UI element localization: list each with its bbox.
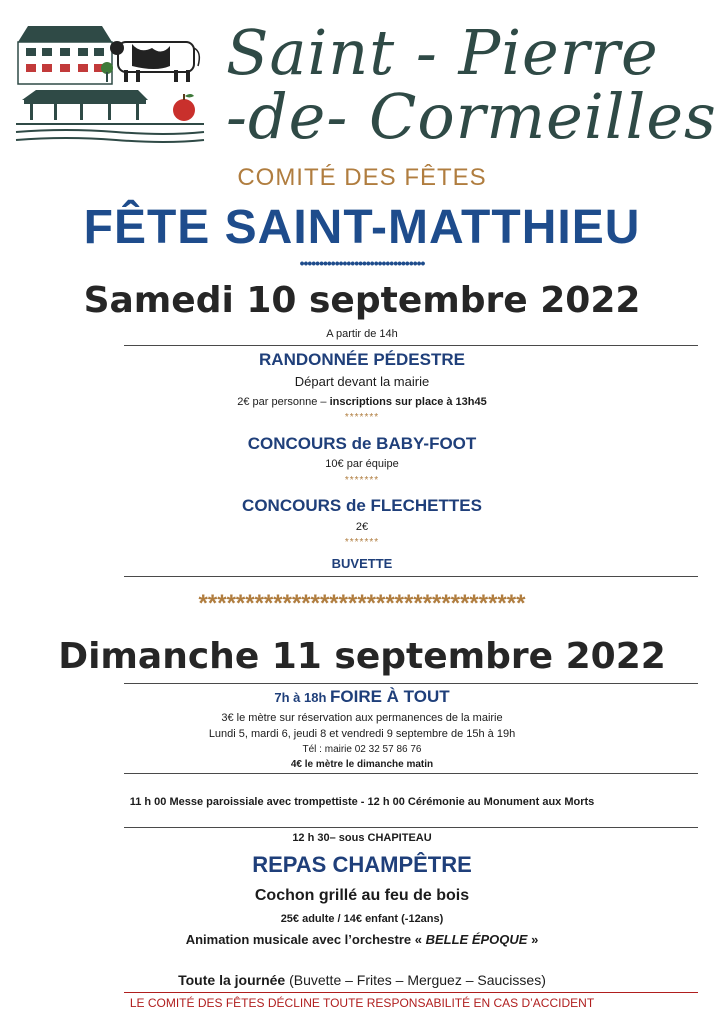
apple-icon [173,94,195,121]
toute-la-journee [0,972,724,988]
foire-permanences: Lundi 5, mardi 6, jeudi 8 et vendredi 9 septembre de 15h à 19h [208,728,516,740]
comite-heading: COMITÉ DES FÊTES [237,164,487,191]
foire-title: FOIRE À TOUT [330,687,450,706]
big-stars-separator: *********************************** [198,590,526,617]
saturday-date: Samedi 10 septembre 2022 [83,280,641,321]
orchestre-name: BELLE ÉPOQUE [425,932,528,947]
foire-hours: 7h à 18h [274,690,330,705]
foire-heading [0,687,724,707]
divider-red [124,992,698,993]
divider [124,683,698,684]
rando-price: 2€ par personne – [237,396,330,408]
chapiteau-time: 12 h 30– sous CHAPITEAU [292,832,432,844]
journee-details: (Buvette – Frites – Merguez – Saucisses) [285,972,546,988]
village-illustration [14,20,210,150]
repas-prix: 25€ adulte / 14€ enfant (-12ans) [280,913,444,925]
rando-depart: Départ devant la mairie [294,374,430,389]
saturday-start-time: A partir de 14h [326,328,398,340]
cow-icon [110,41,199,82]
divider [124,827,698,828]
rando-price-line [0,396,724,408]
house-icon [18,26,112,84]
rando-inscriptions: inscriptions sur place à 13h45 [329,396,487,408]
stars-separator: ******* [344,475,380,486]
market-hall-icon [22,90,148,120]
buvette-label: BUVETTE [331,556,393,571]
animation-end: » [527,932,539,947]
event-title: FÊTE SAINT-MATTHIEU [83,201,641,254]
babyfoot-price: 10€ par équipe [325,458,399,470]
town-name-line1: Saint - Pierre [226,16,659,89]
animation-text: Animation musicale avec l’orchestre « [185,932,426,947]
foire-reservation: 3€ le mètre sur réservation aux permanences de la mairie [221,712,503,724]
cochon-grille: Cochon grillé au feu de bois [254,887,470,904]
divider [124,773,698,774]
flechettes-price: 2€ [355,521,369,533]
disclaimer: LE COMITÉ DES FÊTES DÉCLINE TOUTE RESPONSABILITÉ EN CAS D’ACCIDENT [129,996,595,1010]
journee-label: Toute la journée [178,972,286,988]
messe-ceremonie: 11 h 00 Messe paroissiale avec trompettiste - 12 h 00 Cérémonie au Monument aux Morts [129,796,595,808]
babyfoot-title: CONCOURS de BABY-FOOT [247,434,477,453]
foire-sunday-price: 4€ le mètre le dimanche matin [290,759,434,770]
divider [124,345,698,346]
rando-title: RANDONNÉE PÉDESTRE [259,350,465,369]
divider [124,576,698,577]
animation-musicale [0,932,724,947]
stars-separator: ******* [344,412,380,423]
river-lines [16,124,204,142]
town-name-line2: -de- Cormeilles [226,80,717,153]
flechettes-title: CONCOURS de FLECHETTES [242,496,482,515]
foire-phone: Tél : mairie 02 32 57 86 76 [302,744,422,755]
stars-separator: ******* [344,537,380,548]
decorative-dot-line: •••••••••••••••••••••••••••••••• [299,255,425,271]
sunday-date: Dimanche 11 septembre 2022 [58,636,666,677]
repas-title: REPAS CHAMPÊTRE [252,852,472,877]
